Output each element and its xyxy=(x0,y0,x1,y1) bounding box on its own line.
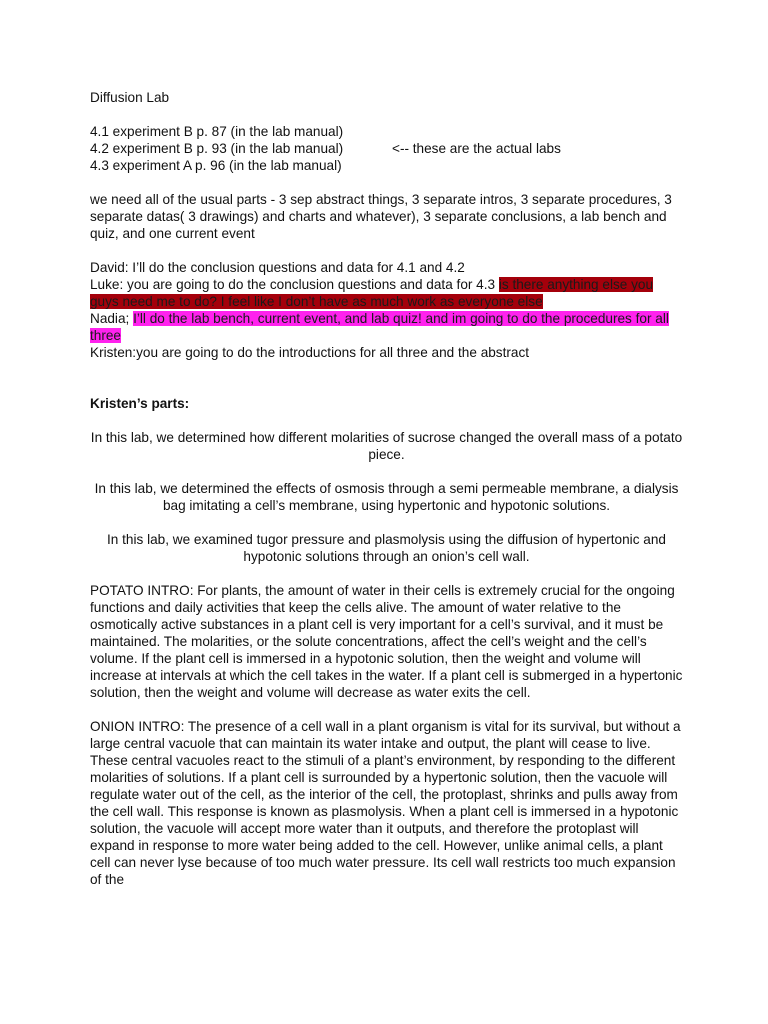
assignment-luke xyxy=(90,276,683,310)
assignment-nadia-text: Nadia; xyxy=(90,311,134,326)
nadia-highlighted-tasks: I’ll do the lab bench, current event, and lab quiz! and im going to do the procedures for all three xyxy=(90,311,669,343)
experiment-item: 4.1 experiment B p. 87 (in the lab manual) xyxy=(90,124,344,139)
abstract-onion: In this lab, we examined tugor pressure and plasmolysis using the diffusion of hypertonic and hypotonic solutions through an onion’s cell wall. xyxy=(107,532,666,564)
document-title: Diffusion Lab xyxy=(90,90,170,105)
assignment-kristen: Kristen:you are going to do the introductions for all three and the abstract xyxy=(90,345,530,360)
luke-highlighted-question: is there anything else you guys need me to do? I feel like I don’t have as much work as everyone else xyxy=(90,277,654,309)
experiment-list xyxy=(90,123,683,174)
parts-paragraph: we need all of the usual parts - 3 sep abstract things, 3 separate intros, 3 separate procedures, 3 separate datas( 3 drawings) and charts and whatever), 3 separate conclusions, a lab bench and quiz, and one current event xyxy=(90,192,672,241)
assignment-nadia xyxy=(90,310,683,344)
experiments-note: <-- these are the actual labs xyxy=(392,141,561,156)
assignment-david: David: I’ll do the conclusion questions and data for 4.1 and 4.2 xyxy=(90,260,465,275)
abstract-potato: In this lab, we determined how different molarities of sucrose changed the overall mass of a potato piece. xyxy=(90,430,683,462)
experiment-item: 4.3 experiment A p. 96 (in the lab manual) xyxy=(90,158,342,173)
experiment-item: 4.2 experiment B p. 93 (in the lab manual) xyxy=(90,141,344,156)
abstract-dialysis: In this lab, we determined the effects of osmosis through a semi permeable membrane, a dialysis bag imitating a cell’s membrane, using hypertonic and hypotonic solutions. xyxy=(94,481,679,513)
potato-intro: POTATO INTRO: For plants, the amount of water in their cells is extremely crucial for the ongoing functions and daily activities that keep the cells alive. The amount of water relative to the osmotically active substances in a plant cell is very important for a cell’s survival, and it must be maintained. The molarities, or the solute concentrations, affect the cell’s weight and the cell’s volume. If the plant cell is immersed in a hypotonic solution, then the weight and volume will increase at intervals at which the cell takes in the water. If a plant cell is submerged in a hypertonic solution, then the weight and volume will decrease as water exits the cell. xyxy=(90,583,683,700)
assignment-luke-text: Luke: you are going to do the conclusion questions and data for 4.3 xyxy=(90,277,499,292)
kristens-parts-heading: Kristen’s parts: xyxy=(90,396,190,411)
onion-intro: ONION INTRO: The presence of a cell wall in a plant organism is vital for its survival, but without a large central vacuole that can maintain its water intake and output, the plant will cease to live. These central vacuoles react to the stimuli of a plant’s environment, by responding to the different molarities of solutions. If a plant cell is surrounded by a hypertonic solution, then the vacuole will regulate water out of the cell, as the interior of the cell, the protoplast, shrinks and pulls away from the cell wall. This response is known as plasmolysis. When a plant cell is immersed in a hypotonic solution, the vacuole will accept more water than it outputs, and therefore the protoplast will expand in response to more water being added to the cell. However, unlike animal cells, a plant cell can never lyse because of too much water pressure. Its cell wall restricts too much expansion of the xyxy=(90,719,681,887)
